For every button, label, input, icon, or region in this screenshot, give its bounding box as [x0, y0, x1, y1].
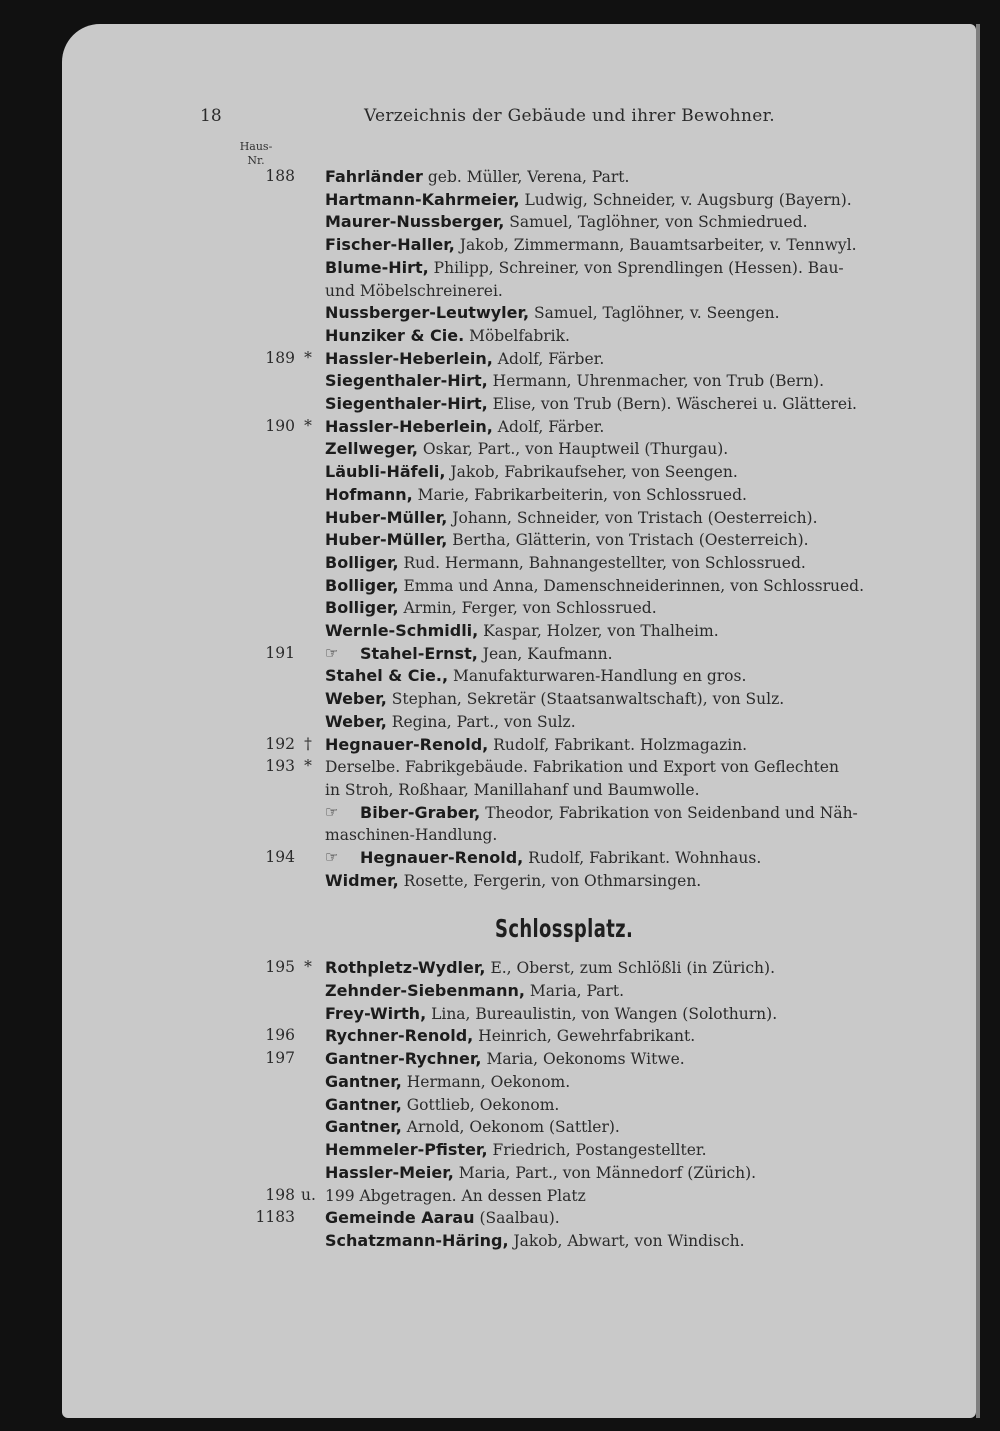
entry-text — [325, 869, 701, 893]
house-number: 1183 — [255, 1208, 295, 1227]
resident-name: Hofmann, — [325, 484, 413, 504]
resident-name: Nussberger-Leutwyler, — [325, 303, 530, 323]
entry-text — [325, 1138, 707, 1162]
entry-line — [200, 301, 935, 324]
entry-text — [325, 979, 624, 1003]
entry-details: Jean, Kaufmann. — [477, 644, 613, 663]
entry-details: E., Oberst, zum Schlößli (in Zürich). — [485, 959, 775, 977]
entry-text — [325, 823, 497, 847]
entry-text — [325, 210, 808, 234]
entry-line — [200, 165, 935, 188]
pointing-hand-icon: ☞ — [325, 848, 339, 866]
resident-name: Huber-Müller, — [325, 507, 448, 527]
resident-name: Bolliger, — [325, 575, 399, 595]
entry-mark: * — [304, 757, 312, 776]
entry-line — [200, 664, 935, 687]
entry-details: Emma und Anna, Damenschneiderinnen, von Schlossrued. — [398, 576, 865, 595]
entry-line — [200, 778, 935, 801]
entry-line — [200, 1229, 935, 1252]
entry-details: Maria, Part., von Männedorf (Zürich). — [453, 1163, 757, 1182]
resident-name: Hemmeler-Pfister, — [325, 1140, 488, 1159]
entry-text — [325, 188, 852, 212]
resident-name: Gantner, — [325, 1094, 402, 1114]
entry-text — [325, 483, 747, 507]
entry-details: Hermann, Uhrenmacher, von Trub (Bern). — [487, 372, 825, 391]
entry-line — [200, 710, 935, 733]
house-number: 193 — [265, 757, 295, 776]
entry-details: Manufakturwaren-Handlung en gros. — [448, 667, 747, 686]
section-title: Schlossplatz. — [495, 914, 634, 943]
resident-name: Blume-Hirt, — [325, 257, 429, 277]
entry-line — [200, 1093, 935, 1116]
entry-line — [200, 1184, 935, 1207]
entry-details: Theodor, Fabrikation von Seidenband und Näh- — [480, 803, 858, 822]
entry-details: 199 Abgetragen. An dessen Platz — [325, 1186, 586, 1205]
entry-text — [325, 956, 775, 980]
entry-text — [325, 664, 746, 688]
entry-details: Stephan, Sekretär (Staatsanwaltschaft), von Sulz. — [386, 690, 785, 709]
entry-text — [325, 574, 864, 598]
entry-text — [325, 460, 738, 484]
entry-details: Rosette, Fergerin, von Othmarsingen. — [398, 871, 702, 890]
entry-line — [200, 1115, 935, 1138]
entry-text — [325, 710, 576, 734]
entry-text — [325, 1047, 685, 1071]
entry-line — [200, 324, 935, 347]
resident-name: Stahel & Cie., — [325, 666, 449, 686]
entry-line — [200, 956, 935, 979]
entry-details: Oskar, Part., von Hauptweil (Thurgau). — [417, 440, 729, 459]
entry-details: (Saalbau). — [474, 1209, 560, 1228]
entry-details: Johann, Schneider, von Tristach (Oesterreich). — [447, 508, 818, 527]
entry-text — [325, 392, 857, 416]
entry-details: Arnold, Oekonom (Sattler). — [401, 1118, 620, 1137]
entry-line — [200, 596, 935, 619]
entry-line — [200, 506, 935, 529]
house-number: 191 — [265, 643, 295, 662]
entry-details: Heinrich, Gewehrfabrikant. — [473, 1027, 696, 1046]
resident-name: Maurer-Nussberger, — [325, 212, 505, 232]
entry-line — [200, 551, 935, 574]
entry-mark: u. — [301, 1185, 316, 1204]
entry-text — [360, 801, 858, 825]
entry-line — [200, 210, 935, 233]
entry-mark: * — [304, 416, 312, 435]
entry-text — [325, 301, 780, 325]
resident-name: Gantner, — [325, 1117, 402, 1137]
resident-name: Fischer-Haller, — [325, 235, 455, 255]
resident-name: Siegenthaler-Hirt, — [325, 394, 488, 413]
house-number: 195 — [265, 958, 295, 976]
entry-text — [325, 415, 604, 439]
entry-details: Samuel, Taglöhner, von Schmiedrued. — [504, 213, 808, 232]
entry-line — [200, 801, 935, 824]
entry-line — [200, 528, 935, 551]
entry-text — [325, 1024, 695, 1048]
entry-text — [325, 1184, 586, 1208]
entry-details: maschinen-Handlung. — [325, 826, 498, 845]
entry-text — [325, 1115, 620, 1139]
entry-mark: † — [304, 734, 312, 753]
entry-text — [325, 687, 784, 711]
resident-name: Huber-Müller, — [325, 530, 448, 550]
resident-name: Rothpletz-Wydler, — [325, 958, 486, 977]
entry-line — [200, 869, 935, 892]
entry-text — [325, 256, 844, 280]
resident-name: Hassler-Meier, — [325, 1162, 454, 1182]
entry-text — [325, 233, 857, 257]
entry-text — [325, 165, 629, 189]
resident-name: Widmer, — [325, 870, 399, 890]
resident-name: Läubli-Häfeli, — [325, 462, 446, 482]
resident-name: Bolliger, — [325, 552, 399, 572]
entry-text — [325, 369, 824, 393]
entry-line — [200, 823, 935, 846]
entry-text — [325, 551, 806, 575]
entry-line — [200, 1024, 935, 1047]
resident-name: Stahel-Ernst, — [360, 643, 478, 663]
entry-line — [200, 392, 935, 415]
entry-text — [325, 1093, 559, 1117]
resident-name: Fahrländer — [325, 167, 423, 186]
entry-line — [200, 574, 935, 597]
entry-line — [200, 979, 935, 1002]
entry-text — [325, 279, 503, 303]
entry-line — [200, 415, 935, 438]
entry-details: Jakob, Abwart, von Windisch. — [508, 1232, 745, 1250]
entry-line — [200, 755, 935, 778]
entry-line — [200, 279, 935, 302]
entry-line — [200, 256, 935, 279]
entry-line — [200, 1002, 935, 1025]
pointing-hand-icon: ☞ — [325, 643, 339, 662]
entry-line — [200, 846, 935, 869]
entry-line — [200, 188, 935, 211]
resident-name: Bolliger, — [325, 598, 399, 618]
entry-text — [325, 619, 719, 643]
house-number: 190 — [265, 416, 295, 435]
house-number-column-label: Haus- Nr. — [239, 140, 273, 167]
entry-details: Rud. Hermann, Bahnangestellter, von Schlossrued. — [398, 553, 806, 572]
entry-line — [200, 1161, 935, 1184]
entry-details: Maria, Oekonoms Witwe. — [481, 1050, 685, 1068]
entry-text — [325, 347, 604, 371]
pointing-hand-icon: ☞ — [325, 802, 339, 821]
resident-name: Frey-Wirth, — [325, 1003, 427, 1023]
entry-mark: * — [304, 958, 312, 976]
house-number: 188 — [265, 167, 295, 185]
entry-text — [325, 528, 809, 552]
house-number: 198 — [265, 1185, 295, 1204]
entry-line — [200, 642, 935, 665]
entry-line — [200, 619, 935, 642]
entry-line — [200, 687, 935, 710]
entry-details: Jakob, Fabrikaufseher, von Seengen. — [445, 463, 738, 482]
resident-name: Wernle-Schmidli, — [325, 621, 479, 640]
entry-line — [200, 437, 935, 460]
entry-text — [325, 1206, 560, 1230]
entry-details: Hermann, Oekonom. — [401, 1072, 571, 1091]
entry-details: Kaspar, Holzer, von Thalheim. — [478, 622, 719, 640]
entry-details: Elise, von Trub (Bern). Wäscherei u. Glätterei. — [487, 395, 857, 413]
house-number: 196 — [265, 1026, 295, 1045]
entry-details: Jakob, Zimmermann, Bauamtsarbeiter, v. Tennwyl. — [454, 236, 857, 255]
resident-name: Hegnauer-Renold, — [360, 848, 524, 867]
resident-name: Hunziker & Cie. — [325, 325, 465, 345]
resident-name: Hartmann-Kahrmeier, — [325, 189, 520, 209]
entry-text — [325, 506, 818, 530]
entry-details: Lina, Bureaulistin, von Wangen (Solothurn). — [426, 1004, 778, 1023]
entry-text — [325, 755, 839, 779]
entry-line — [200, 233, 935, 256]
page-edge — [976, 24, 980, 1418]
entry-details: Möbelfabrik. — [464, 326, 570, 345]
entry-line — [200, 483, 935, 506]
entry-line — [200, 1138, 935, 1161]
resident-name: Biber-Graber, — [360, 802, 481, 822]
entry-line — [200, 369, 935, 392]
resident-name: Hegnauer-Renold, — [325, 734, 489, 754]
entry-line — [200, 1047, 935, 1070]
entry-text — [325, 1070, 570, 1094]
entry-line — [200, 460, 935, 483]
resident-name: Rychner-Renold, — [325, 1026, 474, 1046]
entry-details: Regina, Part., von Sulz. — [386, 712, 576, 731]
entry-line — [200, 1206, 935, 1229]
entry-details: Bertha, Glätterin, von Tristach (Oesterreich). — [447, 531, 809, 550]
page-number: 18 — [200, 106, 222, 126]
entry-details: Derselbe. Fabrikgebäude. Fabrikation und Export von Geflechten — [325, 758, 839, 777]
entry-details: Friedrich, Postangestellter. — [487, 1141, 707, 1159]
resident-name: Schatzmann-Häring, — [325, 1231, 509, 1250]
house-number: 189 — [265, 348, 295, 367]
entry-text — [325, 1161, 756, 1185]
resident-name: Gemeinde Aarau — [325, 1208, 475, 1228]
entry-line — [200, 733, 935, 756]
resident-name: Siegenthaler-Hirt, — [325, 371, 488, 391]
entry-details: Ludwig, Schneider, v. Augsburg (Bayern). — [519, 190, 852, 209]
resident-name: Gantner-Rychner, — [325, 1049, 482, 1068]
page-header — [200, 106, 800, 128]
entry-text — [325, 596, 657, 620]
entry-details: Gottlieb, Oekonom. — [401, 1095, 560, 1114]
resident-name: Zellweger, — [325, 439, 418, 459]
entry-text — [325, 733, 747, 757]
entry-text — [325, 437, 728, 461]
entry-details: Rudolf, Fabrikant. Wohnhaus. — [523, 849, 762, 867]
entry-details: Adolf, Färber. — [492, 349, 605, 368]
resident-name: Hassler-Heberlein, — [325, 348, 493, 368]
entry-text — [325, 324, 570, 348]
entry-details: geb. Müller, Verena, Part. — [422, 168, 630, 186]
entry-details: und Möbelschreinerei. — [325, 281, 503, 300]
entry-text — [360, 846, 761, 870]
entry-details: Marie, Fabrikarbeiterin, von Schlossrued. — [412, 485, 747, 504]
entry-details: Armin, Ferger, von Schlossrued. — [398, 599, 657, 618]
entry-details: Samuel, Taglöhner, v. Seengen. — [529, 304, 780, 323]
house-number: 197 — [265, 1049, 295, 1067]
resident-name: Weber, — [325, 689, 387, 709]
running-title: Verzeichnis der Gebäude und ihrer Bewohner. — [364, 106, 775, 126]
resident-name: Hassler-Heberlein, — [325, 416, 493, 436]
entry-text — [325, 778, 700, 802]
resident-name: Weber, — [325, 711, 387, 731]
entry-details: Philipp, Schreiner, von Sprendlingen (Hessen). Bau- — [428, 258, 844, 277]
resident-name: Gantner, — [325, 1071, 402, 1091]
house-number: 194 — [265, 848, 295, 866]
entry-text — [325, 1229, 745, 1253]
entry-text — [360, 642, 613, 666]
entry-line — [200, 347, 935, 370]
entry-line — [200, 1070, 935, 1093]
house-number: 192 — [265, 734, 295, 753]
entry-mark: * — [304, 348, 312, 367]
entry-details: Adolf, Färber. — [492, 417, 605, 436]
entry-details: Rudolf, Fabrikant. Holzmagazin. — [488, 735, 748, 754]
entry-text — [325, 1002, 777, 1026]
entry-details: Maria, Part. — [524, 981, 624, 1000]
entry-details: in Stroh, Roßhaar, Manillahanf und Baumwolle. — [325, 780, 700, 799]
resident-name: Zehnder-Siebenmann, — [325, 980, 525, 1000]
